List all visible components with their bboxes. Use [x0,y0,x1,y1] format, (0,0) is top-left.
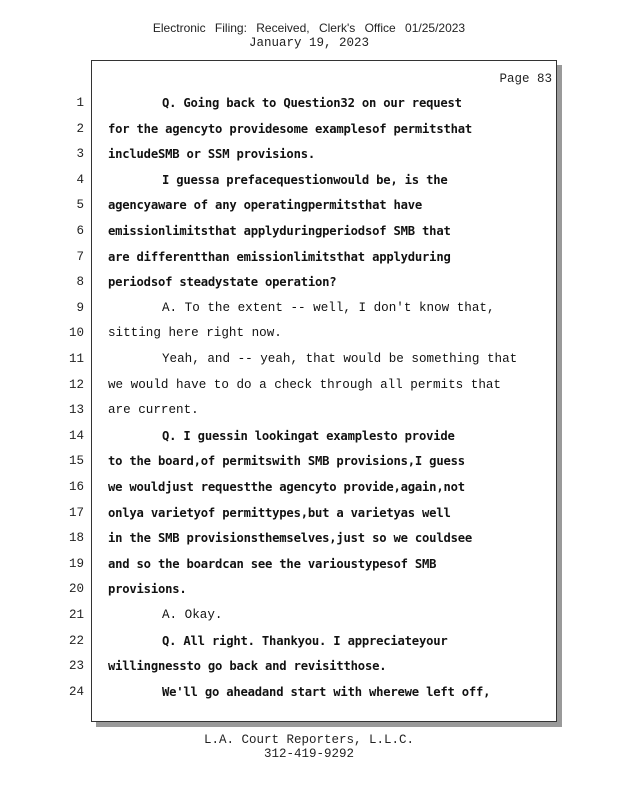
transcript-date: January 19, 2023 [248,36,370,50]
line-text: Q. I guessin lookingat examplesto provide [162,428,455,443]
line-text: Q. Going back to Question32 on our request [162,96,462,110]
line-number: 9 [76,300,84,315]
line-text: and so the boardcan see the varioustypesof SMB [108,556,437,571]
line-text: sitting here right now. [108,326,282,341]
line-number: 6 [76,224,84,238]
line-number: 14 [68,428,84,443]
line-number: 12 [68,377,84,392]
line-number: 1 [76,96,84,110]
line-number: 11 [68,352,84,366]
line-number: 4 [76,172,84,187]
line-text: in the SMB provisionsthemselves,just so we couldsee [108,531,473,546]
page-number: Page 83 [499,72,552,86]
line-number: 24 [68,684,84,699]
line-text: A. To the extent -- well, I don't know that, [162,300,495,315]
line-number: 7 [76,249,84,264]
line-text: emissionlimitsthat applyduringperiodsof SMB that [108,224,451,238]
line-text: agencyaware of any operatingpermitsthat have [108,198,423,213]
line-number: 19 [68,556,84,571]
reporter-name: L.A. Court Reporters, L.L.C. [203,733,415,747]
line-number: 22 [68,633,84,648]
line-text: A. Okay. [162,608,223,622]
line-text: We'll go aheadand start with wherewe left off, [162,684,491,699]
line-text: onlya varietyof permittypes,but a varietyas well [108,505,451,520]
line-text: we wouldjust requestthe agencyto provide,again,not [108,480,465,494]
line-number: 16 [68,480,84,494]
reporter-phone: 312-419-9292 [263,747,354,761]
line-number: 18 [68,531,84,546]
line-number: 15 [68,454,84,469]
line-number: 10 [68,326,84,341]
electronic-filing-stamp: Electronic Filing: Received, Clerk's Office 01/25/2023 [152,21,466,35]
line-number: 21 [68,608,84,622]
line-number: 23 [68,659,84,674]
line-text: Yeah, and -- yeah, that would be something that [162,352,518,366]
line-text: we would have to do a check through all permits that [108,377,501,392]
line-text: periodsof steadystate operation? [108,275,337,290]
line-text: to the board,of permitswith SMB provisions,I guess [108,454,465,469]
line-text: I guessa prefacequestionwould be, is the [162,172,448,187]
line-number: 2 [76,121,84,136]
line-text: includeSMB or SSM provisions. [108,147,315,162]
line-text: provisions. [108,582,187,597]
line-number: 3 [76,147,84,162]
line-text: are differentthan emissionlimitsthat applyduring [108,249,451,264]
line-number: 8 [76,275,84,290]
line-text: Q. All right. Thankyou. I appreciateyour [162,633,448,648]
line-text: are current. [108,403,199,418]
line-number: 20 [68,582,84,597]
line-number: 13 [68,403,84,418]
line-number: 5 [76,198,84,213]
line-text: for the agencyto providesome examplesof permitsthat [108,121,473,136]
line-number: 17 [68,505,84,520]
line-text: willingnessto go back and revisitthose. [108,659,387,674]
